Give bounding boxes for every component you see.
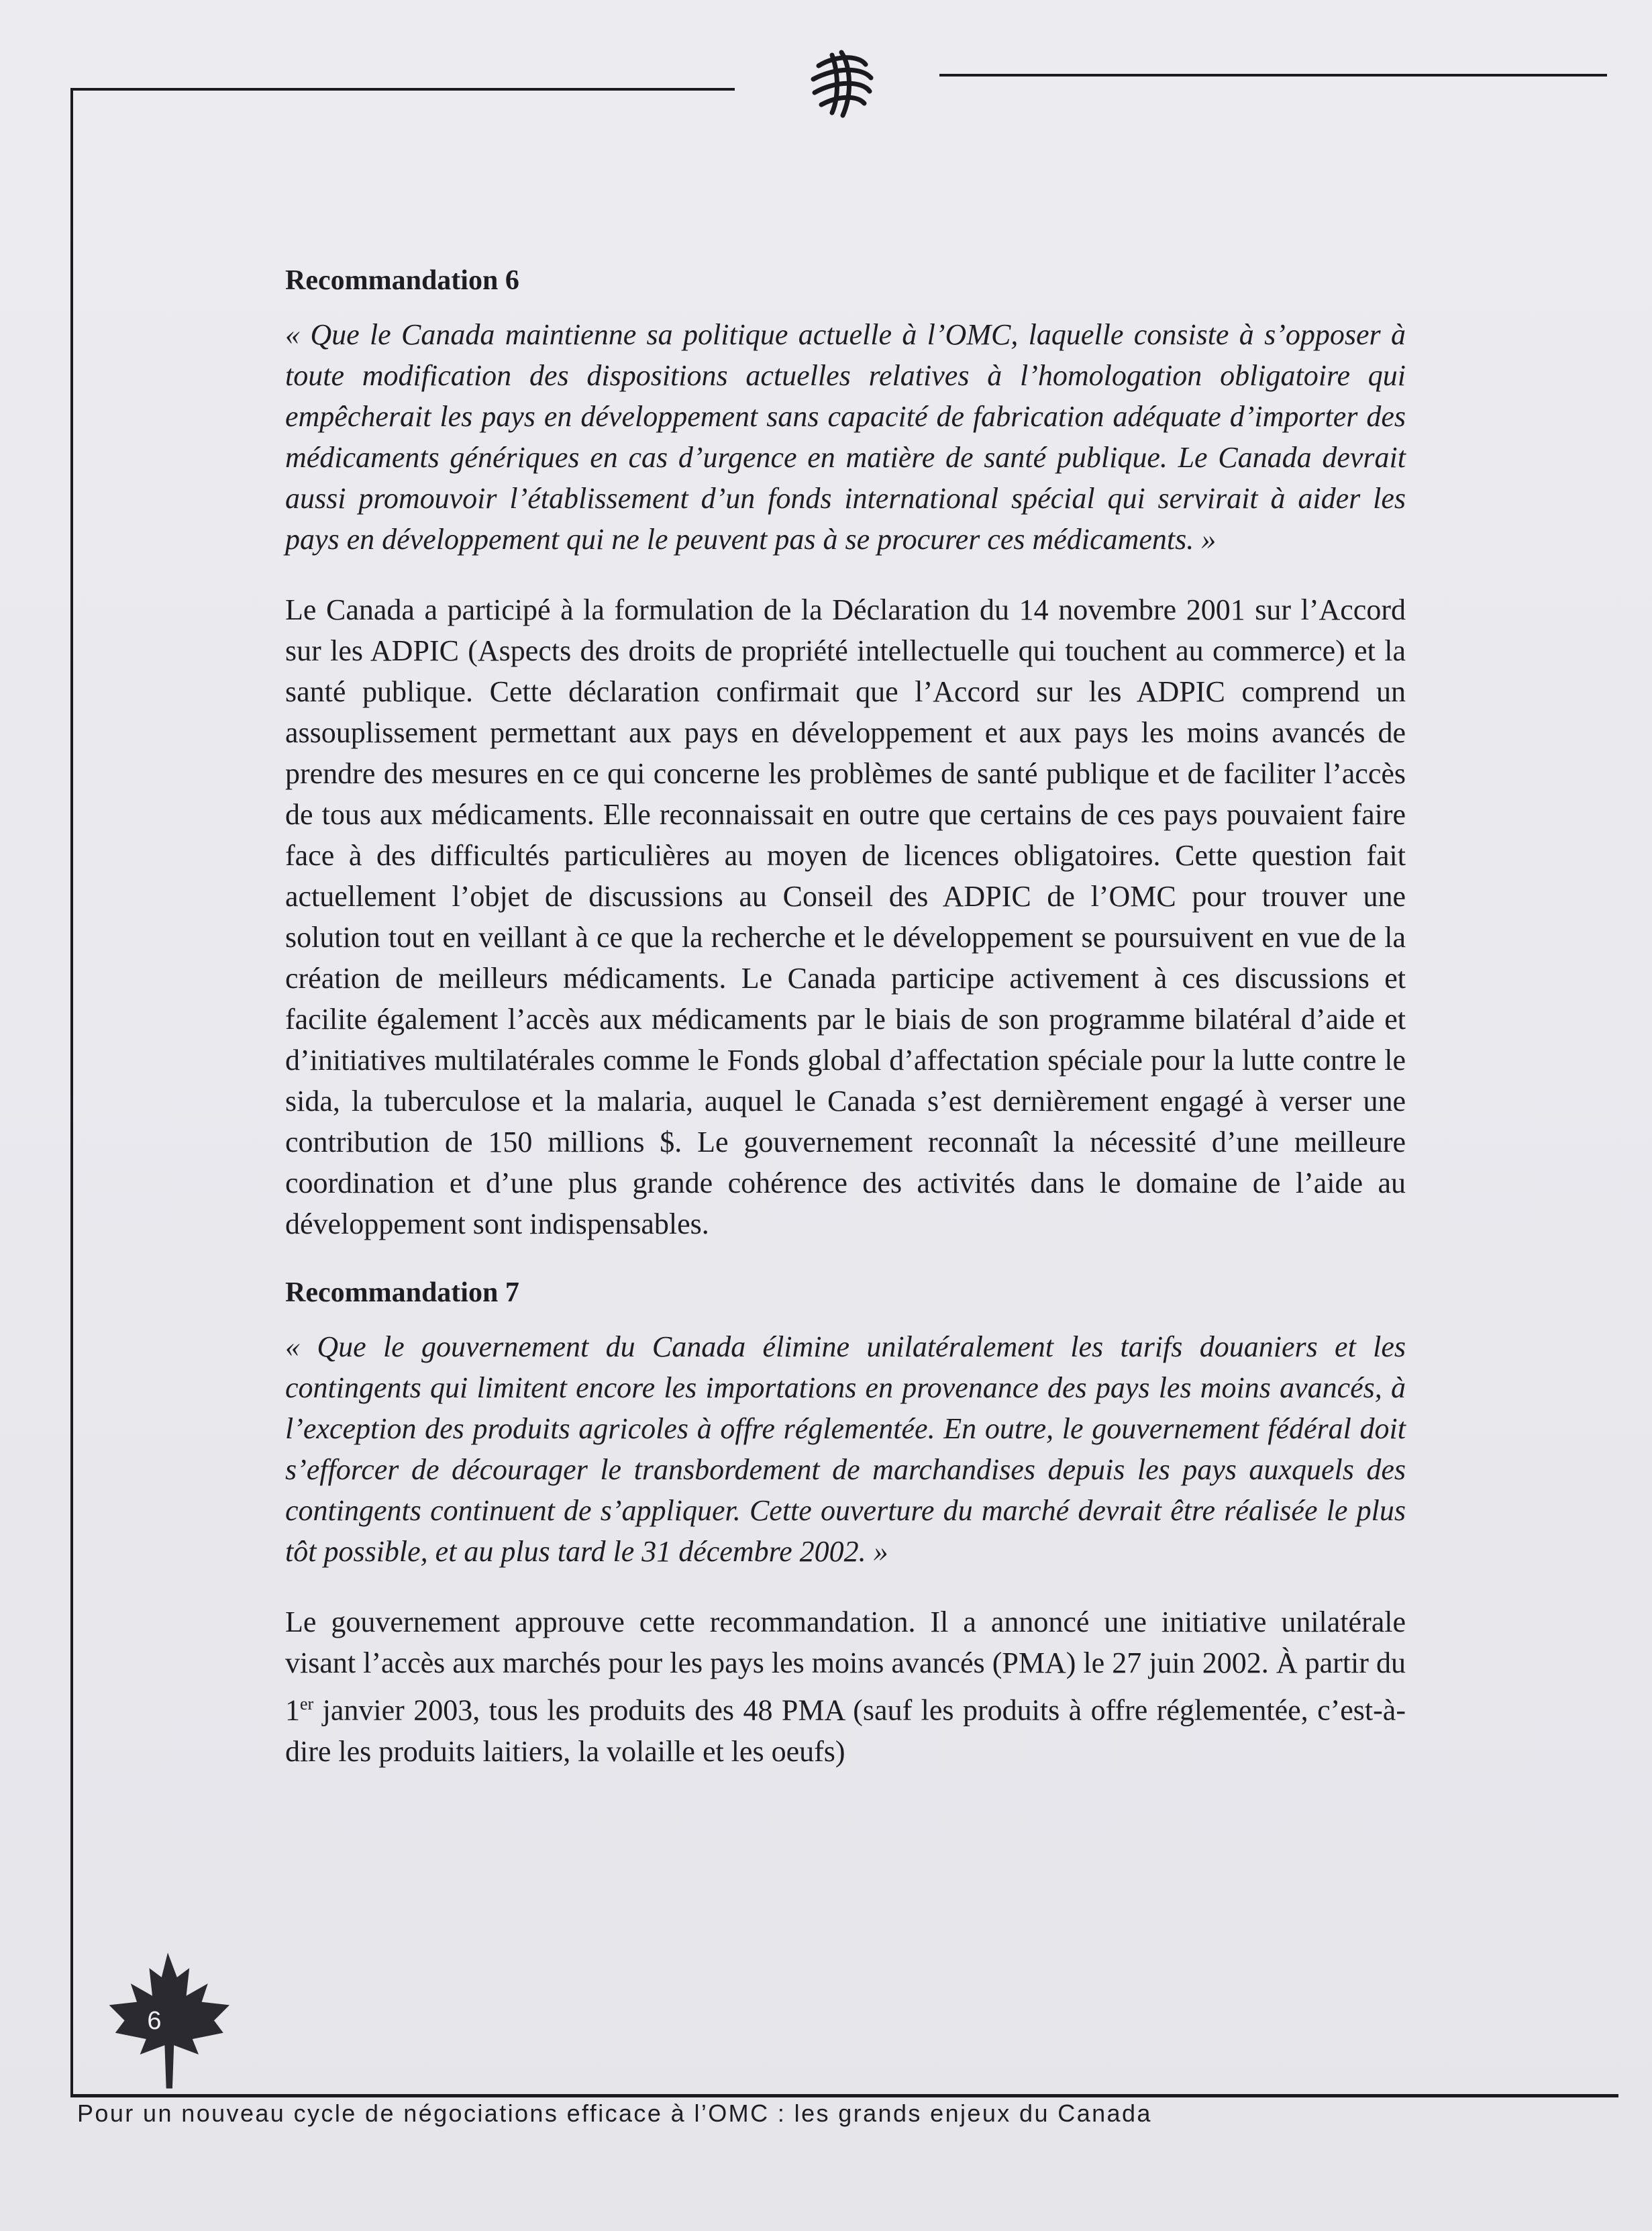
frame-top-left-rule bbox=[70, 88, 735, 91]
section-heading: Recommandation 7 bbox=[285, 1277, 519, 1308]
maple-leaf-icon bbox=[91, 1946, 245, 2101]
government-response: Le Canada a participé à la formulation de la Déclaration du 14 novembre 2001 sur l’Accord sur les ADPIC (Aspects des droits de propriété intellectuelle qui touchent au commerce) et la santé publique. Cette déclaration confirmait que l’Accord sur les ADPIC comprend un assouplissement permettant aux pays en développement et aux pays les moins avancés de prendre des mesures en ce qui concerne les problèmes de santé publique et de faciliter l’accès de tous aux médicaments. Elle reconnaissait en outre que certains de ces pays pouvaient faire face à des difficultés particulières au moyen de licences obligatoires. Cette question fait actuellement l’objet de discussions au Conseil des ADPIC de l’OMC pour trouver une solution tout en veillant à ce que la recherche et le développement se poursuivent en vue de la création de meilleurs médicaments. Le Canada participe activement à ces discussions et facilite également l’accès aux médicaments par le biais de son programme bilatéral d’aide et d’initiatives multilatérales comme le Fonds global d’affectation spéciale pour la lutte contre le sida, la tuberculose et la malaria, auquel le Canada s’est dernièrement engagé à verser une contribution de 150 millions $. Le gouvernement reconnaît la nécessité d’une meilleure coordination et d’une plus grande cohérence des activités dans le domaine de l’aide au développement sont indispensables. bbox=[285, 593, 1406, 1240]
ordinal-superscript: er bbox=[300, 1694, 314, 1714]
section-heading: Recommandation 6 bbox=[285, 265, 519, 296]
response-text-continued: janvier 2003, tous les produits des 48 PMA (sauf les produits à offre réglementée, c’est-à-dire les produits laitiers, la volaille et les oeufs) bbox=[285, 1693, 1406, 1768]
frame-bottom-rule bbox=[70, 2094, 1618, 2097]
frame-left-rule bbox=[70, 88, 73, 2097]
government-response bbox=[285, 1601, 1406, 1772]
response-text: Le gouvernement approuve cette recommandation. Il a annoncé une initiative unilatérale visant l’accès aux marchés pour les pays les moins avancés (PMA) le 27 juin 2002. À partir du 1 bbox=[285, 1605, 1406, 1727]
running-footer: Pour un nouveau cycle de négociations efficace à l’OMC : les grands enjeux du Canada bbox=[77, 2099, 1152, 2127]
recommendation-quote: « Que le gouvernement du Canada élimine unilatéralement les tarifs douaniers et les contingents qui limitent encore les importations en provenance des pays les moins avancés, à l’exception des produits agricoles à offre réglementée. En outre, le gouvernement fédéral doit s’efforcer de décourager le transbordement de marchandises depuis les pays auxquels des contingents continuent de s’appliquer. Cette ouverture du marché devrait être réalisée le plus tôt possible, et au plus tard le 31 décembre 2002. » bbox=[285, 1330, 1406, 1568]
recommendation-quote: « Que le Canada maintienne sa politique actuelle à l’OMC, laquelle consiste à s’opposer à toute modification des dispositions actuelles relatives à l’homologation obligatoire qui empêcherait les pays en développement sans capacité de fabrication adéquate d’importer des médicaments génériques en cas d’urgence en matière de santé publique. Le Canada devrait aussi promouvoir l’établissement d’un fonds international spécial qui servirait à aider les pays en développement qui ne le peuvent pas à se procurer ces médicaments. » bbox=[285, 318, 1406, 556]
main-content bbox=[285, 262, 1406, 1801]
wto-logo-icon bbox=[798, 40, 886, 128]
frame-top-right-rule bbox=[939, 74, 1607, 77]
page-number: 6 bbox=[147, 2007, 162, 2035]
